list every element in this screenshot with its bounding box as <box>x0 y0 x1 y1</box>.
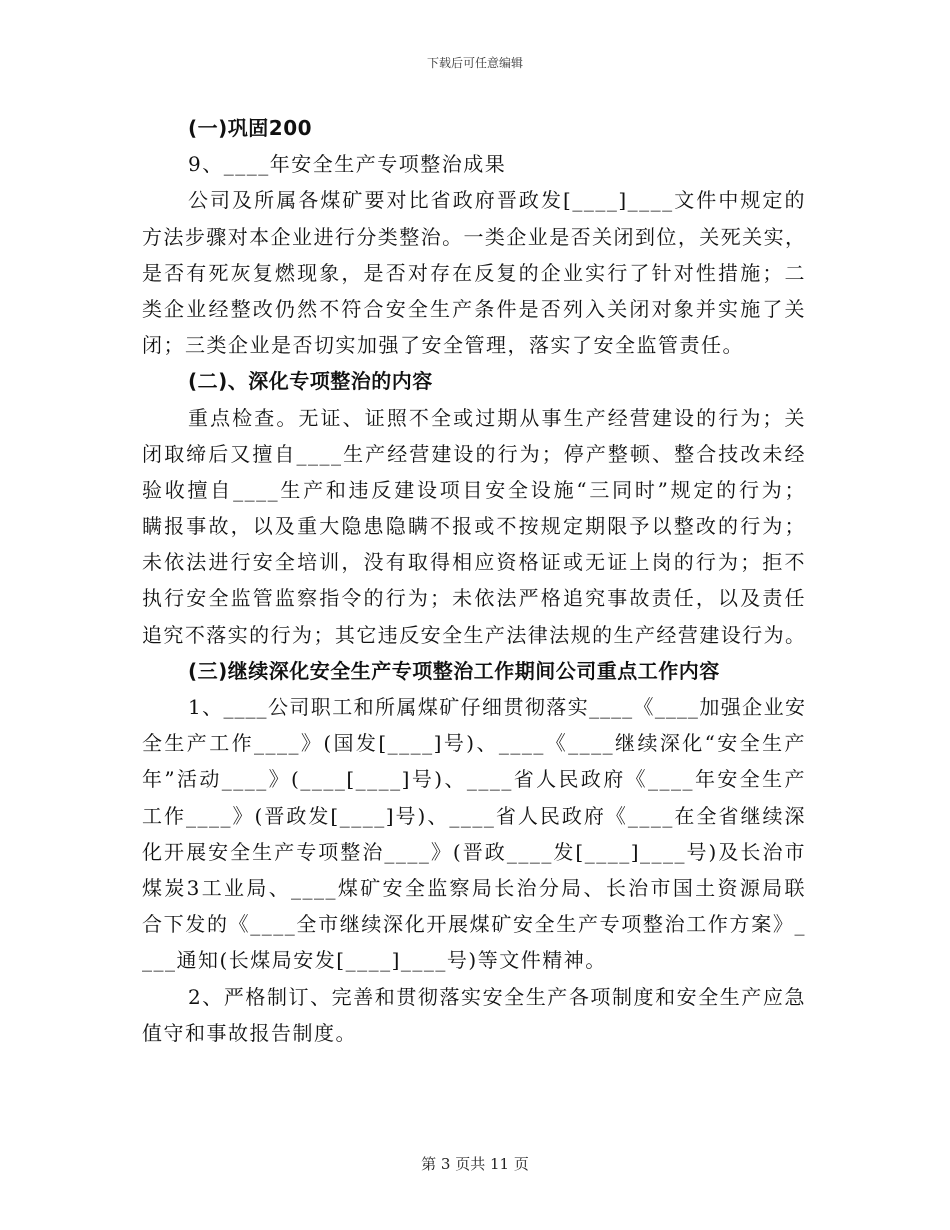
paragraph-line: 2、严格制订、完善和贯彻落实安全生产各项制度和安全生产应急 <box>188 984 806 1009</box>
paragraph-line: 执行安全监管监察指令的行为；未依法严格追究事故责任，以及责任 <box>142 586 806 611</box>
page-header: 下载后可任意编辑 <box>426 56 523 70</box>
paragraph-line: 合下发的《____全市继续深化开展煤矿安全生产专项整治工作方案》_ <box>142 912 806 937</box>
paragraph-line: 类企业经整改仍然不符合安全生产条件是否列入关闭对象并实施了关 <box>142 296 806 321</box>
section-heading-1: (一)巩固200 <box>188 116 313 140</box>
paragraph-line: 是否有死灰复燃现象，是否对存在反复的企业实行了针对性措施；二 <box>142 260 806 285</box>
section-heading-3: (三)继续深化安全生产专项整治工作期间公司重点工作内容 <box>188 658 720 683</box>
paragraph-line: 瞒报事故，以及重大隐患隐瞒不报或不按规定期限予以整改的行为； <box>142 514 806 539</box>
paragraph-line: 方法步骤对本企业进行分类整治。一类企业是否关闭到位，关死关实， <box>142 224 806 249</box>
paragraph-line: 1、____公司职工和所属煤矿仔细贯彻落实____《____加强企业安 <box>188 695 806 719</box>
paragraph-line: 重点检查。无证、证照不全或过期从事生产经营建设的行为；关 <box>188 405 806 430</box>
paragraph-line: 验收擅自____生产和违反建设项目安全设施“三同时”规定的行为； <box>142 477 806 502</box>
paragraph-line: 追究不落实的行为；其它违反安全生产法律法规的生产经营建设行为。 <box>142 622 806 647</box>
section-heading-2: (二)、深化专项整治的内容 <box>188 369 433 394</box>
paragraph-line: ___通知(长煤局安发[____]____号)等文件精神。 <box>142 948 607 973</box>
paragraph-line: 9、____年安全生产专项整治成果 <box>188 152 507 177</box>
paragraph-line: 未依法进行安全培训，没有取得相应资格证或无证上岗的行为；拒不 <box>142 550 806 575</box>
document-body <box>142 110 806 1051</box>
paragraph-line: 化开展安全生产专项整治____》(晋政____发[____]____号)及长治市 <box>142 839 806 864</box>
paragraph-line: 闭；三类企业是否切实加强了安全管理，落实了安全监管责任。 <box>142 333 744 358</box>
paragraph-line: 煤炭3工业局、____煤矿安全监察局长治分局、长治市国土资源局联 <box>142 875 806 900</box>
page-number: 第 3 页共 11 页 <box>421 1155 529 1173</box>
paragraph-line: 值守和事故报告制度。 <box>142 1020 357 1045</box>
paragraph-line: 年”活动____》(____[____]号)、____省人民政府《____年安全生产 <box>142 767 806 792</box>
paragraph-line: 闭取缔后又擅自____生产经营建设的行为；停产整顿、整合技改未经 <box>142 441 806 466</box>
paragraph-line: 全生产工作____》(国发[____]号)、____《____继续深化“安全生产 <box>142 731 806 756</box>
paragraph-line: 公司及所属各煤矿要对比省政府晋政发[____]____文件中规定的 <box>188 188 806 213</box>
paragraph-line: 工作____》(晋政发[____]号)、____省人民政府《____在全省继续深 <box>142 803 806 828</box>
